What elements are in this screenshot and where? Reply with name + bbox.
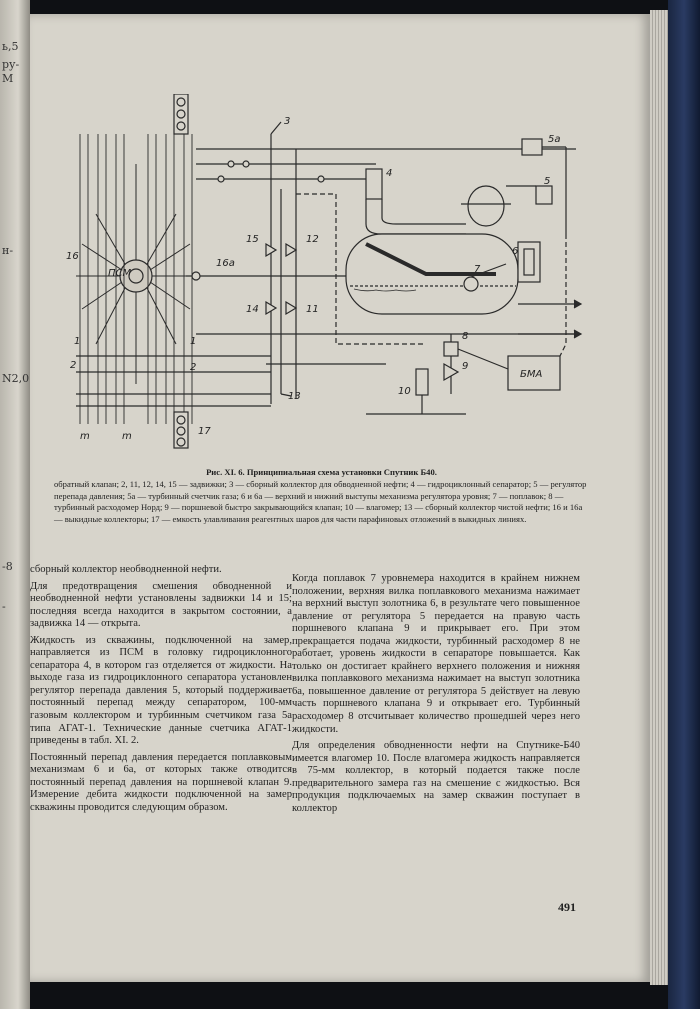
callout-16: 16 xyxy=(66,251,79,262)
book-page xyxy=(30,14,650,982)
callout-3: 3 xyxy=(284,116,291,127)
callout-15: 15 xyxy=(246,234,259,245)
callout-10: 10 xyxy=(398,386,411,397)
callout-17: 17 xyxy=(198,426,211,437)
figure-caption xyxy=(54,467,589,526)
figure-caption-title: Рис. XI. 6. Принципиальная схема установки Спутник Б40. xyxy=(206,467,437,477)
text-column-right xyxy=(292,573,580,819)
callout-14: 14 xyxy=(246,304,259,315)
callout-11: 11 xyxy=(306,304,319,315)
paragraph: Когда поплавок 7 уровнемера находится в крайнем нижнем положении, верхняя вилка поплавкового механизма нажимает на верхний выступ золотника 6, в результате чего повышенное давление от регулятора 5 передается на правую часть поршневого клапана 9 и прикрывает его. При этом прекращается подача жидкости, турбинный расходомер 8 не работает, уровень жидкости в сепараторе повышается. Как только он достигает крайнего верхнего положения и нижняя вилка поплавкового механизма нажимает на выступ золотника 6а, повышенное давление от регулятора 5 действует на левую часть поршневого клапана 9 и открывает его. Турбинный расходомер 8 отсчитывает количество прошедшей через него жидкости. xyxy=(292,573,580,735)
callout-5: 5 xyxy=(544,176,551,187)
callout-1: 1 xyxy=(74,336,81,347)
left-page-fragment: N2,0 xyxy=(2,372,30,385)
left-page-edge xyxy=(0,0,30,1009)
left-page-fragment: н- xyxy=(2,244,14,257)
paragraph: Жидкость из скважины, подключенной на замер, направляется из ПСМ в головку гидроциклонного сепаратора 4, в котором газ отделяется от жидкости. На выходе газа из гидроциклонного сепаратора установлен регулятор перепада давления 5, который поддерживает постоянный перепад между сепаратором, 100-мм газовым коллектором и турбинным счетчиком газа 5а типа АГАТ-1. Технические данные счетчика АГАТ-1 приведены в табл. XI. 2. xyxy=(30,634,292,747)
callout-13: 13 xyxy=(288,391,301,402)
page-number: 491 xyxy=(558,900,576,914)
page-stack-edge xyxy=(650,10,668,985)
left-page-fragment: ь,5 xyxy=(2,40,19,53)
left-page-fragment: - xyxy=(2,600,6,613)
psm-label: ПСМ xyxy=(108,268,132,279)
callout-16a: 16а xyxy=(216,258,235,269)
text-column-left xyxy=(30,564,292,818)
paragraph: сборный коллектор необводненной нефти. xyxy=(30,564,222,575)
callout-5a: 5а xyxy=(548,134,561,145)
callout-7: 7 xyxy=(474,264,481,275)
figure-caption-body: обратный клапан; 2, 11, 12, 14, 15 — задвижки; 3 — сборный коллектор для обводненной нефти; 4 — гидроциклонный сепаратор; 5 — регулятор перепада давления; 5а — турбинный счетчик газа; 6 и 6а — верхний и нижний выступы механизма регулятора уровня; 7 — поплавок; 8 — турбинный расходомер Норд; 9 — поршневой быстро закрывающийся клапан; 10 — влагомер; 13 — сборный коллектор чистой нефти; 16 и 16а — выкидные коллекторы; 17 — емкость улавливания реагентных шаров для части парафиновых отложений в выкидных линиях. xyxy=(54,478,587,525)
paragraph: Постоянный перепад давления передается поплавковым механизмам 6 и 6а, от которых также отводится постоянный перепад давления на поршневой клапан 9. Измерение дебита жидкости подключенной на замер скважины проводится следующим образом. xyxy=(30,751,292,813)
callout-2: 2 xyxy=(70,360,77,371)
left-page-fragment: ру- xyxy=(2,58,20,71)
left-page-fragment: -8 xyxy=(2,560,13,573)
paragraph: Для предотвращения смешения обводненной и необводненной нефти установлены задвижки 14 и 15; последняя всегда находится в закрытом состоянии, а задвижка 14 — открыта. xyxy=(30,580,292,630)
callout-9: 9 xyxy=(462,361,469,372)
callout-8: 8 xyxy=(462,331,469,342)
paragraph: Для определения обводненности нефти на Спутнике-Б40 имеется влагомер 10. После влагомера жидкость направляется в 75-мм коллектор, в который подается также после предварительного замера газ на смешение с жидкостью. Вся продукция подключаемых на замер скважин поступает в коллектор xyxy=(292,740,580,814)
bma-label: БМА xyxy=(520,369,543,380)
left-page-fragment: М xyxy=(2,72,14,85)
callout-m-2: m xyxy=(122,431,132,442)
schematic-diagram xyxy=(66,94,586,449)
callout-6: 6 xyxy=(512,246,519,257)
callout-1b: 1 xyxy=(190,336,197,347)
callout-4: 4 xyxy=(386,168,393,179)
callout-2b: 2 xyxy=(190,362,197,373)
book-cover xyxy=(668,0,700,1009)
callout-12: 12 xyxy=(306,234,319,245)
callout-m: m xyxy=(80,431,90,442)
